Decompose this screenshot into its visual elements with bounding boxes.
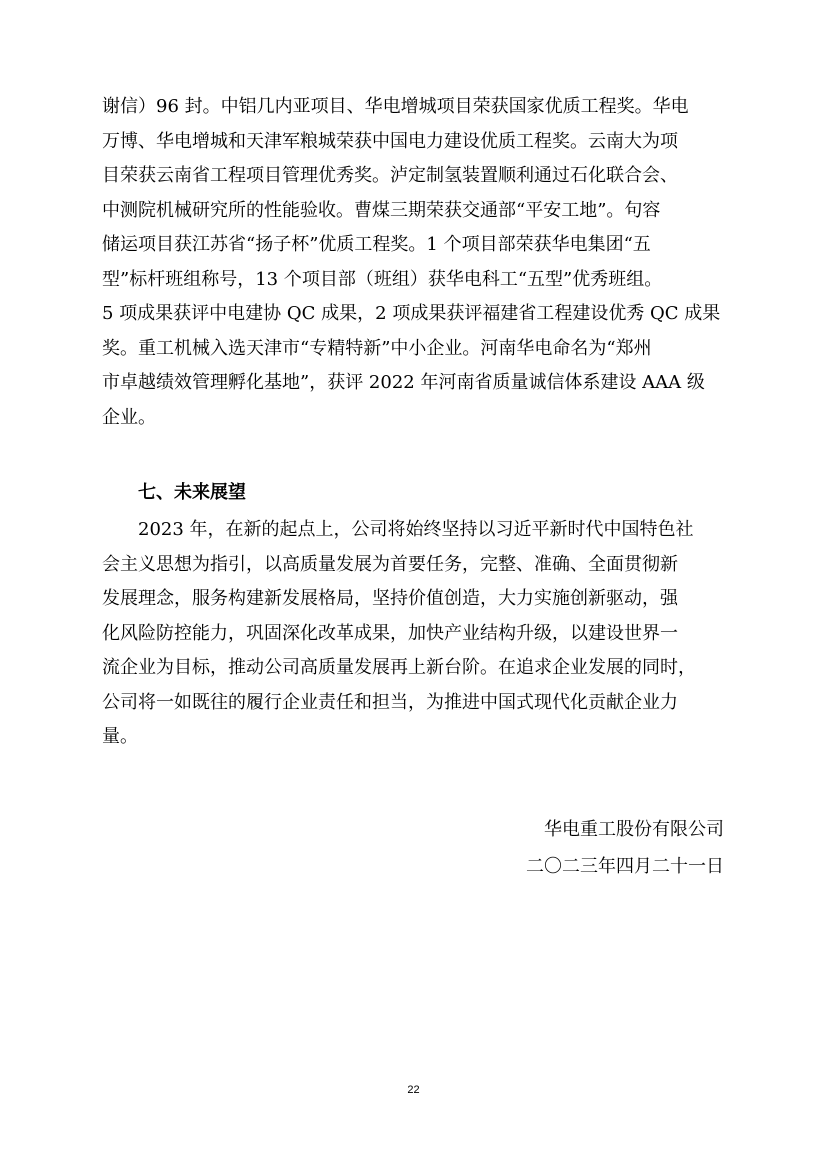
- page-number: 22: [407, 1084, 420, 1096]
- paragraph-line: 目荣获云南省工程项目管理优秀奖。泸定制氢装置顺利通过石化联合会、: [102, 165, 678, 186]
- paragraph-line: 化风险防控能力，巩固深化改革成果，加快产业结构升级，以建设世界一: [102, 622, 678, 644]
- paragraph-line: 会主义思想为指引，以高质量发展为首要任务，完整、准确、全面贯彻新: [102, 553, 678, 575]
- paragraph-line: 中测院机械研究所的性能验收。曹煤三期荣获交通部“平安工地”。句容: [102, 199, 661, 221]
- section-heading: 七、未来展望: [138, 482, 246, 503]
- paragraph-line: 公司将一如既往的履行企业责任和担当，为推进中国式现代化贡献企业力: [102, 691, 678, 713]
- paragraph-line: 谢信）96 封。中铝几内亚项目、华电增城项目荣获国家优质工程奖。华电: [102, 96, 689, 117]
- paragraph-line: 量。: [102, 726, 138, 747]
- paragraph-line: 型”标杆班组称号，13 个项目部（班组）获华电科工“五型”优秀班组。: [102, 268, 663, 290]
- signature-date: 二〇二三年四月二十一日: [526, 856, 724, 877]
- paragraph-line: 流企业为目标，推动公司高质量发展再上新台阶。在追求企业发展的同时，: [102, 657, 696, 678]
- paragraph-line: 5 项成果获评中电建协 QC 成果，2 项成果获评福建省工程建设优秀 QC 成果: [102, 303, 721, 324]
- outlook-paragraph: [102, 513, 724, 755]
- paragraph-line: 万博、华电增城和天津军粮城荣获中国电力建设优质工程奖。云南大为项: [102, 130, 678, 152]
- signature-company: 华电重工股份有限公司: [544, 819, 724, 840]
- paragraph-line: 发展理念，服务构建新发展格局，坚持价值创造，大力实施创新驱动，强: [102, 588, 678, 609]
- paragraph-line: 市卓越绩效管理孵化基地”，获评 2022 年河南省质量诚信体系建设 AAA 级: [102, 372, 705, 393]
- paragraph-line: 奖。重工机械入选天津市“专精特新”中小企业。河南华电命名为“郑州: [102, 337, 652, 359]
- continuation-paragraph: [102, 90, 724, 435]
- paragraph-line: 2023 年，在新的起点上，公司将始终坚持以习近平新时代中国特色社: [138, 519, 694, 540]
- paragraph-line: 储运项目获江苏省“扬子杯”优质工程奖。1 个项目部荣获华电集团“五: [102, 234, 651, 255]
- paragraph-line: 企业。: [102, 406, 156, 428]
